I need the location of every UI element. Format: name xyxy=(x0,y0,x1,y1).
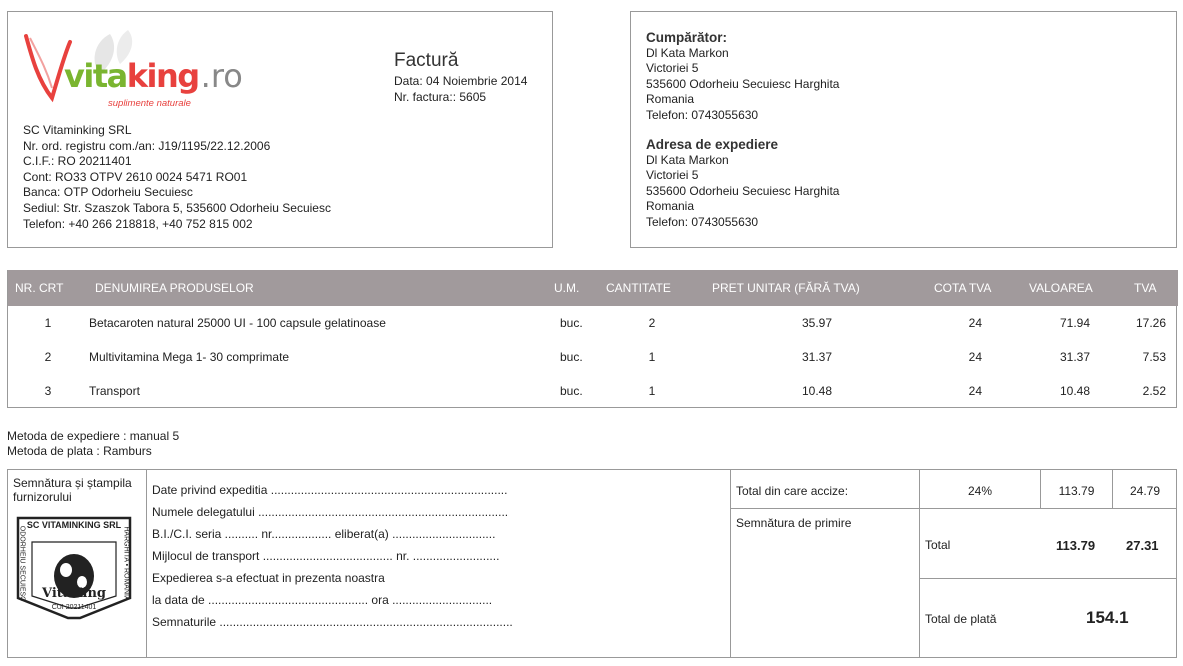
expedition-line: Date privind expeditia ....................................................................... xyxy=(152,483,508,497)
seller-box xyxy=(7,11,553,248)
products-table xyxy=(7,270,1177,408)
seller-info xyxy=(23,123,331,232)
row-nr: 3 xyxy=(44,384,52,398)
header-vat: TVA xyxy=(1134,281,1157,295)
shipping-method: Metoda de expediere : manual 5 xyxy=(7,429,180,443)
row-value: 10.48 xyxy=(1059,384,1090,398)
row-vat: 7.53 xyxy=(1142,350,1166,364)
row-price: 10.48 xyxy=(801,384,832,398)
seller-reg: Nr. ord. registru com./an: J19/1195/22.12.2006 xyxy=(23,138,271,153)
row-vat-rate: 24 xyxy=(968,350,982,364)
buyer-city: 535600 Odorheiu Secuiesc Harghita xyxy=(646,76,840,91)
table-row xyxy=(8,340,1178,374)
row-nr: 2 xyxy=(44,350,52,364)
buyer-box xyxy=(630,11,1177,248)
table-row xyxy=(8,374,1178,408)
row-vat: 17.26 xyxy=(1135,316,1166,330)
table-header xyxy=(8,270,1178,306)
buyer-street: Victoriei 5 xyxy=(646,61,699,75)
excise-vat: 24.79 xyxy=(1129,484,1161,498)
seller-phone: Telefon: +40 266 218818, +40 752 815 002 xyxy=(23,216,253,231)
stamp-top-text: SC VITAMINKING SRL xyxy=(26,520,122,530)
seller-cif: C.I.F.: RO 20211401 xyxy=(23,154,132,169)
seller-address: Sediul: Str. Szaszok Tabora 5, 535600 Odorheiu Secuiesc xyxy=(23,200,331,215)
grand-total-value: 154.1 xyxy=(1086,608,1129,627)
buyer-country: Romania xyxy=(646,92,695,106)
row-value: 71.94 xyxy=(1059,316,1090,330)
footer-section xyxy=(7,469,1177,658)
buyer-name: Dl Kata Markon xyxy=(646,45,729,60)
shipping-country: Romania xyxy=(646,199,695,213)
shipping-street: Victoriei 5 xyxy=(646,168,699,182)
header-nr: NR. CRT xyxy=(15,281,64,295)
row-price: 35.97 xyxy=(801,316,832,330)
stamp-image xyxy=(14,516,134,620)
shipping-heading: Adresa de expediere xyxy=(646,137,779,152)
payment-method: Metoda de plata : Ramburs xyxy=(7,444,152,458)
table-row xyxy=(8,306,1178,340)
row-um: buc. xyxy=(560,384,583,398)
signatures-line: Semnaturile ........................................................................................ xyxy=(152,615,513,629)
header-value: VALOAREA xyxy=(1029,281,1093,295)
row-price: 31.37 xyxy=(801,350,832,364)
row-name: Multivitamina Mega 1- 30 comprimate xyxy=(89,350,290,364)
invoice-title: Factură xyxy=(394,50,459,71)
divider xyxy=(731,508,1177,509)
shipping-city: 535600 Odorheiu Secuiesc Harghita xyxy=(646,183,840,198)
row-qty: 2 xyxy=(648,316,656,330)
seller-account: Cont: RO33 OTPV 2610 0024 5471 RO01 xyxy=(23,169,248,184)
invoice-number: Nr. factura:: 5605 xyxy=(394,89,487,104)
seller-bank: Banca: OTP Odorheiu Secuiesc xyxy=(23,185,193,200)
row-um: buc. xyxy=(560,316,583,330)
presence-line: Expedierea s-a efectuat in prezenta noastra xyxy=(152,571,385,585)
divider xyxy=(919,470,920,657)
stamp-brand: VitaKing xyxy=(41,586,106,601)
receipt-sign-label: Semnătura de primire xyxy=(736,516,852,530)
buyer-phone: Telefon: 0743055630 xyxy=(646,107,759,122)
methods xyxy=(7,429,179,459)
id-card-line: B.I./C.I. seria .......... nr.................. eliberat(a) ............................... xyxy=(152,527,496,541)
header-price: PRET UNITAR (FĂRĂ TVA) xyxy=(712,281,860,295)
total-value: 113.79 xyxy=(1056,538,1096,553)
buyer-block xyxy=(646,30,839,123)
row-vat-rate: 24 xyxy=(968,384,982,398)
stamp-cui: CUI 20211401 xyxy=(51,604,97,611)
header-qty: CANTITATE xyxy=(606,281,671,295)
total-vat: 27.31 xyxy=(1126,538,1159,553)
transport-line: Mijlocul de transport ....................................... nr. .......................... xyxy=(152,549,500,563)
buyer-heading: Cumpărător: xyxy=(646,30,728,45)
row-nr: 1 xyxy=(44,316,52,330)
invoice-meta xyxy=(394,74,527,105)
header-vat-rate: COTA TVA xyxy=(934,281,992,295)
vitaking-logo xyxy=(24,28,244,118)
divider xyxy=(146,470,147,657)
row-qty: 1 xyxy=(648,384,656,398)
logo-wordmark: vitaking.ro xyxy=(64,57,243,95)
divider xyxy=(920,578,1177,579)
delegate-line: Numele delegatului ........................................................................... xyxy=(152,505,509,519)
date-line: la data de ................................................ ora .............................. xyxy=(152,593,493,607)
shipping-block xyxy=(646,137,839,230)
row-vat: 2.52 xyxy=(1142,384,1166,398)
header-name: DENUMIREA PRODUSELOR xyxy=(95,281,254,295)
stamp-left-text: ODORHEIU SECUIESC xyxy=(18,525,26,602)
row-name: Betacaroten natural 25000 UI - 100 capsule gelatinoase xyxy=(89,316,386,330)
total-label: Total xyxy=(925,538,951,552)
seller-name: SC Vitaminking SRL xyxy=(23,123,132,137)
row-qty: 1 xyxy=(648,350,656,364)
invoice-date: Data: 04 Noiembrie 2014 xyxy=(394,74,528,88)
grand-total-label: Total de plată xyxy=(925,612,997,626)
row-name: Transport xyxy=(89,384,140,398)
header-um: U.M. xyxy=(554,281,580,295)
excise-rate: 24% xyxy=(967,484,993,498)
excise-value: 113.79 xyxy=(1058,484,1095,498)
excise-label: Total din care accize: xyxy=(736,484,849,498)
row-um: buc. xyxy=(560,350,583,364)
row-vat-rate: 24 xyxy=(968,316,982,330)
logo-tagline: suplimente naturale xyxy=(108,98,191,109)
supplier-sign-label: Semnătura și ștampila furnizorului xyxy=(13,476,132,504)
stamp-right-text: HARGHITA • ROMANIA xyxy=(122,526,130,601)
divider xyxy=(730,470,731,657)
row-value: 31.37 xyxy=(1059,350,1090,364)
shipping-name: Dl Kata Markon xyxy=(646,152,729,167)
shipping-phone: Telefon: 0743055630 xyxy=(646,214,759,229)
